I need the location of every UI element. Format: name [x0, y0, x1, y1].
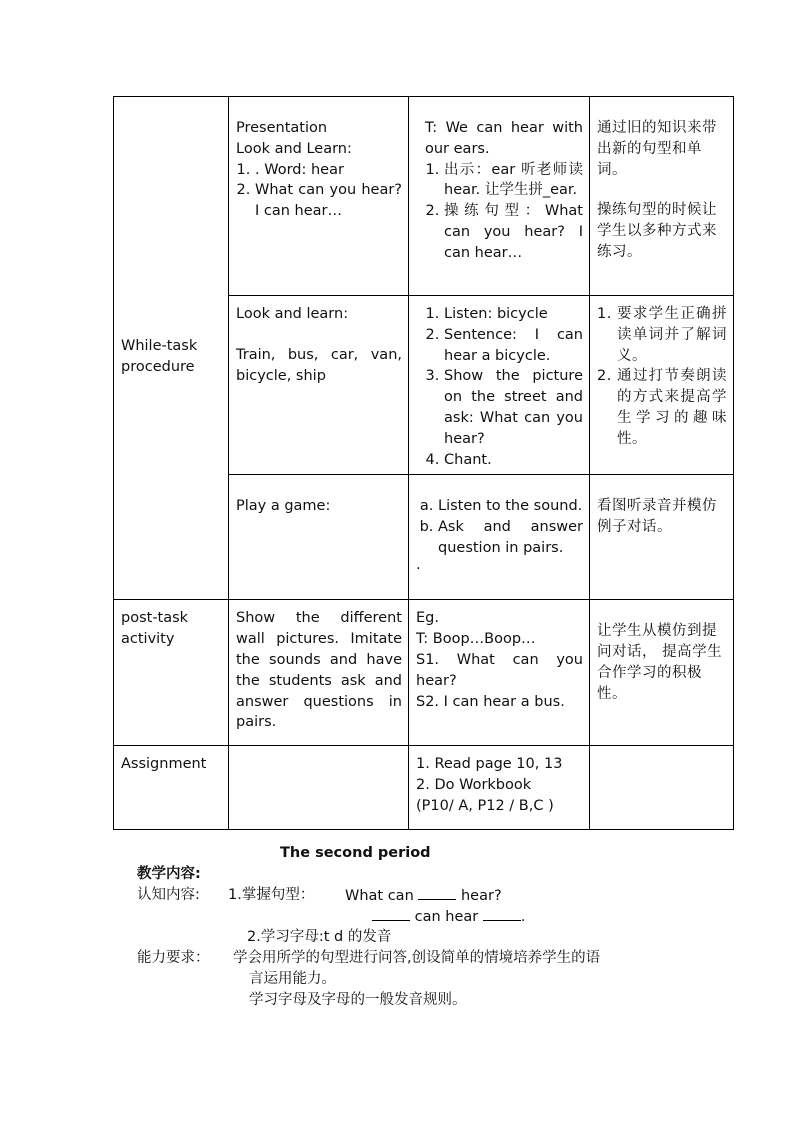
- sentence-pattern-label: 1.掌握句型：: [228, 887, 315, 903]
- trailing-dot: .: [416, 556, 421, 573]
- list-item: 2. 通过打节奏朗读的方式来提高学生学习的趣味性。: [617, 366, 727, 449]
- lesson-plan-table: [113, 96, 734, 830]
- stage-label: While-task procedure: [121, 337, 198, 375]
- list-item: 3. Show the picture on the street and ask: What can you hear?: [444, 366, 583, 449]
- content-line: Look and Learn:: [236, 140, 352, 157]
- list-item: 2. What can you hear? I can hear…: [255, 180, 402, 222]
- teacher-line: (P10/ A, P12 / B,C ): [416, 797, 554, 814]
- table-row: [114, 97, 734, 296]
- purpose-cell: [590, 600, 734, 746]
- purpose-text: 操练句型的时候让学生以多种方式来练习。: [597, 202, 717, 260]
- purpose-text: 让学生从模仿到提问对话， 提高学生合作学习的积极性。: [597, 623, 723, 702]
- purpose-cell: [590, 746, 734, 830]
- teaching-content-label: 教学内容:: [137, 866, 201, 882]
- content-line: Presentation: [236, 120, 328, 136]
- table-row: [114, 600, 734, 746]
- list-item: 1. . Word: hear: [255, 160, 402, 181]
- ability-text: 学会用所学的句型进行问答,创设简单的情境培养学生的语: [233, 950, 601, 966]
- stage-cell: [114, 746, 229, 830]
- list-item: 1. Listen: bicycle: [444, 304, 583, 325]
- purpose-cell: [590, 475, 734, 600]
- content-text: Show the different wall pictures. Imitate the sounds and have the students ask and answer questions in pairs.: [236, 610, 402, 731]
- list-item: 2. Sentence: I can hear a bicycle.: [444, 325, 583, 367]
- teacher-cell: [409, 296, 590, 475]
- list-item: b. Ask and answer question in pairs.: [438, 517, 583, 559]
- teacher-cell: [409, 475, 590, 600]
- content-cell: [229, 600, 409, 746]
- teacher-line: 1. Read page 10, 13: [416, 756, 563, 773]
- list-item: 4. Chant.: [444, 450, 583, 471]
- content-line: Play a game:: [236, 498, 331, 515]
- teacher-line: T: Boop…Boop…: [416, 631, 536, 648]
- teacher-intro: T: We can hear with our ears.: [425, 120, 583, 157]
- teacher-line: S2. I can hear a bus.: [416, 693, 565, 710]
- letter-sound-item: 2.学习字母:t d 的发音: [247, 929, 392, 945]
- teacher-line: Eg.: [416, 610, 439, 627]
- content-cell: [229, 296, 409, 475]
- ability-text: 言运用能力。: [249, 971, 336, 987]
- teacher-cell: [409, 600, 590, 746]
- content-line: Train, bus, car, van, bicycle, ship: [236, 346, 402, 384]
- content-cell: [229, 97, 409, 296]
- sentence-answer: [372, 906, 525, 928]
- purpose-cell: [590, 296, 734, 475]
- list-item: 1. 出示：ear 听老师读 hear. 让学生拼_ear.: [444, 160, 583, 202]
- stage-cell: [114, 97, 229, 600]
- answer-blank: [418, 885, 456, 900]
- teacher-line: 2. Do Workbook: [416, 777, 532, 794]
- period-title: The second period: [280, 845, 431, 861]
- cognitive-label: 认知内容:: [137, 887, 200, 903]
- ability-text: 学习字母及字母的一般发音规则。: [249, 992, 467, 1008]
- stage-cell: [114, 600, 229, 746]
- list-item: 1. 要求学生正确拼读单词并了解词义。: [617, 304, 727, 366]
- purpose-cell: [590, 97, 734, 296]
- list-item: 2. 操练句型：What can you hear? I can hear…: [444, 201, 583, 263]
- teacher-cell: [409, 97, 590, 296]
- teacher-line: S1. What can you hear?: [416, 651, 583, 689]
- content-cell: [229, 475, 409, 600]
- question-end: hear?: [460, 888, 502, 904]
- sentence-question: [345, 885, 502, 907]
- answer-blank: [483, 906, 521, 921]
- answer-mid: can hear: [414, 909, 479, 925]
- list-item: a. Listen to the sound.: [438, 496, 583, 517]
- answer-end: .: [520, 909, 526, 925]
- stage-label: Assignment: [121, 756, 207, 773]
- table-row: [114, 746, 734, 830]
- content-cell: [229, 746, 409, 830]
- purpose-text: 通过旧的知识来带出新的句型和单词。: [597, 120, 717, 178]
- answer-blank: [372, 906, 410, 921]
- purpose-text: 看图听录音并模仿例子对话。: [597, 498, 717, 536]
- teacher-cell: [409, 746, 590, 830]
- ability-label: 能力要求：: [137, 950, 210, 966]
- content-line: Look and learn:: [236, 306, 349, 322]
- stage-label: post-task activity: [121, 610, 189, 648]
- question-start: What can: [345, 888, 414, 904]
